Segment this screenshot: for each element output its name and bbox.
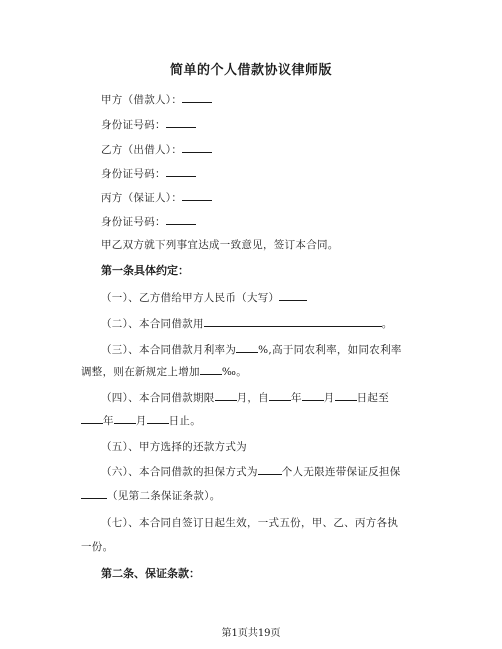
lender-blank [182,142,212,153]
clause-1-4 [101,390,389,405]
clause-1-4-text-b: 月，自 [236,392,269,404]
clause-1-3-text-c: 调整，则在新规定上增加 [81,366,200,378]
clause-1-5: （五）、甲方选择的还款方式为 [101,441,247,453]
clause-1-2 [101,316,393,331]
clause-1-4-cont [81,413,201,428]
clause-1-4-blank-g [147,413,169,424]
clause-1-3-cont [81,364,247,379]
guarantor-id-blank [166,214,196,225]
clause-1-2-blank [204,316,382,327]
clause-1-4-text-a: （四）、本合同借款期限 [101,392,215,404]
clause-1-6-blank-a [258,464,282,475]
lender-id-label: 身份证号码： [101,168,166,180]
clause-1-6-text-b: 个人无限连带保证反担保 [281,466,401,478]
page-footer: 第1页共19页 [221,628,281,639]
clause-1-1-blank [279,290,307,301]
clause-1-6-blank-b [81,488,107,499]
guarantor-id-line [101,214,196,229]
guarantor-label: 丙方（保证人）： [101,192,183,204]
clause-1-4-blank-b [269,390,291,401]
clause-1-4-text-e: 日起至 [356,392,389,404]
clause-1-4-blank-e [81,413,103,424]
clause-1-4-text-d: 月 [323,392,335,404]
document-title: 简单的个人借款协议律师版 [169,63,332,78]
clause-1-3-blank-a [236,342,258,353]
clause-1-2-text: （二）、本合同借款用 [101,318,204,330]
guarantor-id-label: 身份证号码： [101,216,166,228]
clause-1-4-blank-d [335,390,357,401]
clause-1-4-text-g: 月 [135,415,147,427]
borrower-label: 甲方（借款人）： [101,94,183,106]
clause-1-3-blank-b [200,364,222,375]
section-1-heading: 第一条具体约定： [101,264,189,277]
intro-paragraph: 甲乙双方就下列事宜达成一致意见，签订本合同。 [101,239,339,251]
lender-id-blank [166,166,196,177]
borrower-id-line [101,117,196,132]
clause-1-3-text-a: （三）、本合同借款月利率为 [101,344,237,356]
borrower-blank [182,92,212,103]
borrower-line [101,92,212,107]
clause-1-4-text-h: 日止。 [168,415,202,427]
lender-id-line [101,166,196,181]
lender-line [101,142,212,157]
section-2-heading: 第二条、保证条款： [101,567,200,580]
clause-1-4-blank-a [215,390,237,401]
lender-label: 乙方（出借人）： [101,144,183,156]
clause-1-1 [101,290,307,305]
guarantor-blank [182,190,212,201]
clause-1-6 [101,464,401,479]
clause-1-4-blank-c [302,390,324,401]
clause-1-4-text-f: 年 [103,415,114,427]
clause-1-4-blank-f [114,413,136,424]
clause-1-4-text-c: 年 [290,392,302,404]
clause-1-2-end: 。 [381,318,393,330]
clause-1-3-text-d: ‰。 [221,366,248,378]
guarantor-line [101,190,212,205]
clause-1-7: （七）、本合同自签订日起生效，一式五份，甲、乙、丙方各执 [101,517,399,529]
clause-1-6-text-a: （六）、本合同借款的担保方式为 [101,466,258,478]
clause-1-1-text: （一）、乙方借给甲方人民币（大写） [101,292,280,304]
clause-1-6-cont [81,488,221,503]
borrower-id-label: 身份证号码： [101,119,166,131]
clause-1-7-cont: 一份。 [81,541,114,553]
clause-1-6-text-c: （见第二条保证条款）。 [107,490,221,502]
clause-1-3 [101,342,402,357]
borrower-id-blank [166,117,196,128]
clause-1-3-text-b: %,高于同农利率，如同农利率 [258,344,402,356]
